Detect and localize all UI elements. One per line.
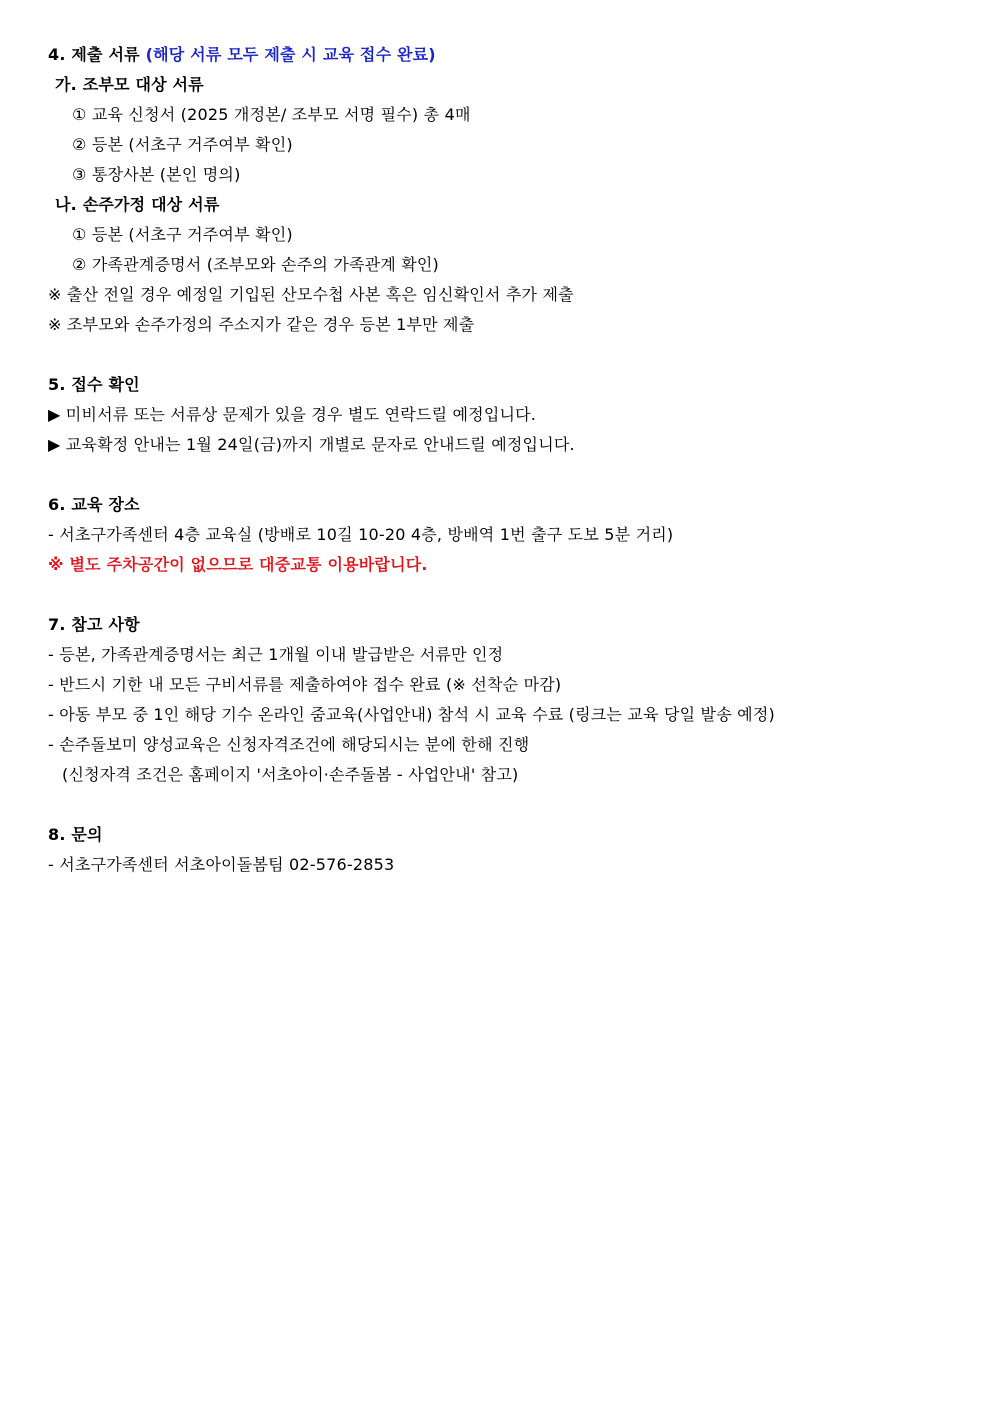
section-inquiry xyxy=(48,820,948,880)
contact-text: - 서초구가족센터 서초아이돌봄팀 02-576-2853 xyxy=(48,855,395,874)
list-item: ② 가족관계증명서 (조부모와 손주의 가족관계 확인) xyxy=(72,255,439,274)
spacer xyxy=(48,460,948,490)
submission-note: (해당 서류 모두 제출 시 교육 접수 완료) xyxy=(145,45,436,64)
section-heading-4 xyxy=(48,40,948,70)
spacer xyxy=(48,790,948,820)
list-item: ② 등본 (서초구 거주여부 확인) xyxy=(72,135,293,154)
list-item: - 등본, 가족관계증명서는 최근 1개월 이내 발급받은 서류만 인정 xyxy=(48,645,504,664)
subsection-title-grandparent: 가. 조부모 대상 서류 xyxy=(55,75,204,94)
section-heading-8: 8. 문의 xyxy=(48,825,103,844)
list-item: - 손주돌보미 양성교육은 신청자격조건에 해당되시는 분에 한해 진행 xyxy=(48,735,530,754)
list-item: ▶ 미비서류 또는 서류상 문제가 있을 경우 별도 연락드릴 예정입니다. xyxy=(48,405,537,424)
subsection-title-grandchild-family: 나. 손주가정 대상 서류 xyxy=(55,195,220,214)
section-reference-notes xyxy=(48,610,948,790)
list-item: ① 등본 (서초구 거주여부 확인) xyxy=(72,225,293,244)
document-page xyxy=(48,40,948,880)
note-item: ※ 조부모와 손주가정의 주소지가 같은 경우 등본 1부만 제출 xyxy=(48,315,475,334)
section-education-location xyxy=(48,490,948,580)
section-heading-7: 7. 참고 사항 xyxy=(48,615,140,634)
section-heading-5: 5. 접수 확인 xyxy=(48,375,140,394)
list-item: ▶ 교육확정 안내는 1월 24일(금)까지 개별로 문자로 안내드릴 예정입니다. xyxy=(48,435,575,454)
spacer xyxy=(48,580,948,610)
eligibility-note: (신청자격 조건은 홈페이지 '서초아이·손주돌봄 - 사업안내' 참고) xyxy=(62,765,519,784)
location-text: - 서초구가족센터 4층 교육실 (방배로 10길 10-20 4층, 방배역 1번 출구 도보 5분 거리) xyxy=(48,525,674,544)
list-item: ③ 통장사본 (본인 명의) xyxy=(72,165,241,184)
section-heading-6: 6. 교육 장소 xyxy=(48,495,140,514)
list-item: - 아동 부모 중 1인 해당 기수 온라인 줌교육(사업안내) 참석 시 교육 수료 (링크는 교육 당일 발송 예정) xyxy=(48,705,775,724)
list-item: ① 교육 신청서 (2025 개정본/ 조부모 서명 필수) 총 4매 xyxy=(72,105,471,124)
list-item: - 반드시 기한 내 모든 구비서류를 제출하여야 접수 완료 (※ 선착순 마감) xyxy=(48,675,562,694)
note-item: ※ 출산 전일 경우 예정일 기입된 산모수첩 사본 혹은 임신확인서 추가 제출 xyxy=(48,285,574,304)
section-heading-4-text: 4. 제출 서류 xyxy=(48,45,140,64)
section-submission-documents xyxy=(48,40,948,340)
spacer xyxy=(48,340,948,370)
parking-warning: ※ 별도 주차공간이 없으므로 대중교통 이용바랍니다. xyxy=(48,555,428,574)
section-reception-check xyxy=(48,370,948,460)
